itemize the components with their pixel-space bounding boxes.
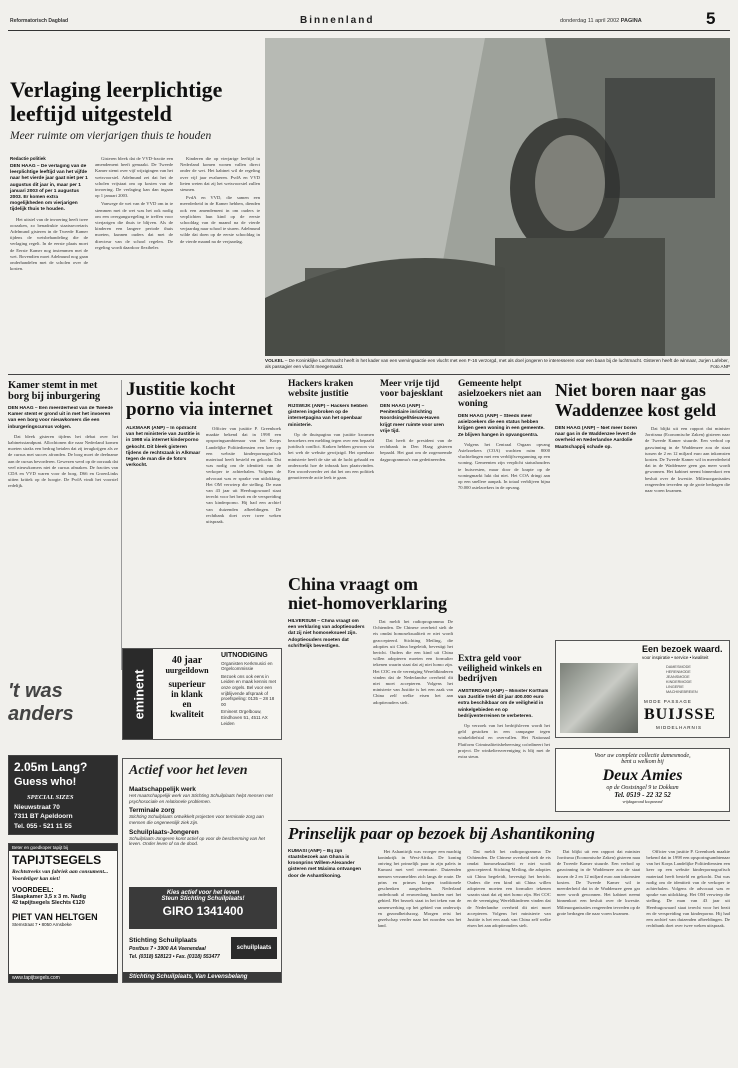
buijsse-item: MACHINEBREIEN — [666, 690, 698, 694]
uitnodiging-address: Eminent Orgelbouw, Eindhoven 51, 4511 AX Leiden — [221, 709, 268, 726]
buijsse-item: DAMESMODE — [666, 665, 691, 669]
eminent-years: 40 jaar — [171, 655, 203, 666]
hackers-headline: Hackers kraken website justitie — [288, 379, 354, 399]
tapijt-voordeel: VOORDEEL: — [12, 887, 54, 894]
tapijt-claim: Rechtstreeks van fabriek aan consument... Voordeliger kan niet! — [12, 869, 109, 882]
deuxamies-name: Deux Amies — [602, 767, 683, 784]
cockpit-illustration — [265, 38, 730, 356]
article-hackers — [288, 380, 374, 530]
tapijt-offer2: 42 tapijtsegels Slechts €120 — [12, 900, 85, 906]
wadden-lead: DEN HAAG (ANP) – Niet meer boren naar gas in de Waddenzee levert de overheid en Nederlandse Aardolie Maatschappij schade op. — [555, 426, 638, 450]
lead-body-4: Kinderen die op vierjarige leeftijd in Nederland komen wonen vallen direct onder de wet. Het kabinet wil de regeling over vijf jaar evalueren. PvdA en VVD lieten weten dat zij het wetsvoorstel zullen steunen. — [180, 156, 260, 193]
china-col-2: Dat meldt het radioprogramma De Ochtenden. De Chinese overheid stelt de eis omdat homoseksualiteit er niet wordt geaccepteerd. Stichting Meiling, die adopties uit China begeleidt, bevestigt het bericht. Ouders die een kind uit China willen adopteren moeten een formulier tekenen waarin staat dat zij niet homo zijn. Het COC en de vereniging Wereldkinderen vinden dat de Nederlandse overheid dit niet moet accepteren. Volgens het ministerie van Justitie is het een zaak van China zelf welke eisen het aan adoptieouders stelt. — [373, 619, 453, 705]
tapijt-address: Stemstraat 7 • 8050 Arnsbeke — [12, 922, 72, 927]
uitnodiging-body: Bezoek ons ook eens in Leiden en maak kennis met onze orgels. Bel voor een vrijblijvende afspraak of proefspeling: 0135 – 28 18 00 — [221, 673, 277, 707]
eminent-sidebar — [123, 649, 153, 739]
actief-footer: Stichting Schuilplaats, Van Levensbelang — [123, 972, 281, 982]
actief-giro-box — [129, 887, 277, 929]
gemeente-body: Volgens het Centraal Orgaan opvang Asielzoekers (COA) wachten ruim 8000 vluchtelingen met een verblijfsvergunning op een woning. Gemeenten zijn verplicht statushouders te huisvesten, maar door de krapte op de woningmarkt lukt dat niet. Het COA dringt aan op een snellere aanpak. In totaal verblijven bijna 70.000 asielzoekers in de opvang. — [458, 441, 550, 491]
wadden-col-2: Dat blijkt uit een rapport dat minister Jorritsma (Economische Zaken) gisteren naar de Tweede Kamer stuurde. Een verbod op gaswinning in de Waddenzee zou de staat tussen de 2 en 12 miljard euro aan inkomsten kosten. De Tweede Kamer wil in meerderheid dat in de Waddenzee geen gas meer wordt gewonnen. Het kabinet neemt binnenkort een besluit over de kwestie. Milieuorganisaties reageerden tevreden op de grote bedragen die naar voren kwamen. — [645, 426, 730, 494]
lead-headline-line2: leeftijd uitgesteld — [10, 101, 172, 126]
lead-headline — [10, 78, 270, 126]
ashanti-headline: Prinselijk paar op bezoek bij Ashantikoning — [288, 824, 595, 843]
photo-caption — [265, 358, 730, 370]
actief-headline: Actief voor het leven — [129, 763, 248, 778]
ad-tapijt — [8, 843, 118, 983]
veiligheid-headline: Extra geld voor veiligheid winkels en bedrijven — [458, 654, 542, 684]
lead-column-2 — [95, 156, 173, 356]
bajes-headline: Meer vrije tijd voor bajesklant — [380, 379, 443, 399]
bajes-lead: DEN HAAG (ANP) – Penitentiaire inrichting Noordsingel/Nieuw-Haven krijgt meer ruimte voor uren vrije tijd. — [380, 403, 444, 434]
gemeente-lead: DEN HAAG (ANP) – Steeds meer asielzoekers die een status hebben krijgen geen woning in een gemeente. Ze blijven hangen in opvangcentra. — [458, 413, 545, 438]
actief-sections — [129, 787, 277, 847]
eminent-line3: in klank — [171, 689, 203, 699]
china-col-1 — [288, 619, 368, 799]
buijsse-item: HERENMODE — [666, 670, 691, 674]
ad-buijsse — [555, 640, 730, 738]
article-veiligheid — [458, 655, 550, 825]
wadden-headline: Niet boren naar gas Waddenzee kost geld — [555, 380, 717, 420]
gemeente-headline: Gemeente helpt asielzoekers niet aan woning — [458, 379, 542, 409]
article-gemeente — [458, 380, 550, 620]
actief-org: Stichting Schuilplaats — [129, 937, 197, 944]
deuxamies-line2: bent u welkom bij — [621, 759, 664, 765]
page-number: 5 — [706, 9, 716, 28]
eminent-brand: eminent — [131, 669, 147, 720]
ashanti-col-2: Het Ashantirijk was vroeger een machtig koninkrijk in West-Afrika. De koning ontving het prinselijk paar in zijn paleis in Kumasi met veel ceremonie. Duizenden mensen verzamelden zich langs de route. De prins en prinses kregen traditionele geschenken aangeboden. Nederland onderhoudt al eeuwenlang banden met het gebied. Het bezoek staat in het teken van de samenwerking op het gebied van onderwijs en gezondheidszorg. Morgen reist het gezelschap verder naar het noorden van het land. — [377, 848, 462, 929]
lead-body-2: Gisteren bleek dat de VVD-fractie een amendement heeft gemaakt. De Tweede Kamer stemt over vijf wijzigingen van het wetsvoorstel. Adelmund zei dat het de scholen vrijstaat om op kosten van de invoering. De verlaging kan dan ingaan op 1 januari 2003. — [95, 156, 173, 199]
veiligheid-lead: AMSTERDAM (ANP) – Minister Korthals van Justitie trekt dit jaar 400.000 euro extra beschikbaar om de veiligheid in winkelgebieden en op bedrijventerreinen te verbeteren. — [458, 688, 549, 719]
actief-tel: Tel. (0318) 528123 • Fax. (0318) 553477 — [129, 954, 220, 960]
deuxamies-address: op de Oostsingel 9 te Dokkum — [606, 785, 679, 791]
specialsizes-street: Nieuwstraat 70 — [14, 804, 60, 811]
ashanti-col-3: Dat meldt het radioprogramma De Ochtenden. De Chinese overheid stelt de eis omdat homoseksualiteit er niet wordt geaccepteerd. Stichting Meiling, die adopties uit China begeleidt, bevestigt het bericht. Ouders die een kind uit China willen adopteren moeten een formulier tekenen waarin staat dat zij niet homo zijn. Het COC en de vereniging Wereldkinderen vinden dat de Nederlandse overheid dit niet moet accepteren. Volgens het ministerie van Justitie is het een zaak van China zelf welke eisen het aan adoptieouders stelt. — [467, 848, 551, 929]
actief-giro-label2: Steun Stichting Schuilplaats! — [161, 896, 245, 902]
ashanti-rule — [288, 820, 730, 821]
deuxamies-foot: vrijdagavond koopavond — [622, 799, 663, 804]
buijsse-place: MIDDELHARNIS — [656, 725, 703, 730]
article-justitie — [126, 380, 281, 650]
buijsse-photo — [560, 663, 638, 733]
kamer-body: Dat bleek gisteren tijdens het debat over het kabinetsstandpunt. Allochtonen die naar Nederland komen moeten straks een bedrag betalen dat zij terugkrijgen als ze de cursus met succes afronden. De borg moet de deelname aan de cursus bevorderen. Gewezen werd op de oorzaak dat veel nieuwkomers niet de cursus afmaken. De fracties van CDA en VVD waren voor de borg. D66 en GroenLinks uitten kritiek op de hoogte. De PvdA vindt het voorstel redelijk. — [8, 433, 118, 489]
china-lead: HILVERSUM – China vraagt om een verklaring van adoptieouders dat zij niet homoseksueel zijn. Adoptieouders moeten dat schriftelijk bevestigen. — [288, 619, 365, 649]
actief-s2: Terminale zorg — [129, 807, 175, 815]
lead-body-3: Vanwege de wet van de VVD om in te stemmen met de wet was het ook nodig om een overgangsregeling te treffen voor vierjarigen die thuis te blijven. Als de kinderen een langere periode thuis moeten, kunnen ouders dat met de directeur van de school regelen. De regeling wordt daardoor flexibeler. — [95, 201, 173, 250]
specialsizes-city: 7311 BT Apeldoorn — [14, 813, 73, 820]
eminent-line5: kwaliteit — [170, 709, 204, 719]
article-ashanti — [288, 825, 730, 1060]
lead-column-3 — [180, 156, 260, 356]
ad-schuilplaats — [122, 758, 282, 983]
tapijt-top: Beter en goedkoper tapijt bij — [9, 844, 117, 851]
lead-body-5: PvdA en VVD, die samen een meerderheid in de Kamer hebben, dienden ook een amendement in om ouders te verplichten hun kind op de eerste schooldag van de maand na de vierde verjaardag naar school te sturen. Adelmund wilde dat doen op de eerste schooldag in de vierde maand na de verjaardag. — [180, 195, 260, 244]
tapijt-brand: TAPIJTSEGELS — [12, 853, 102, 867]
eminent-line4: en — [182, 699, 192, 709]
article-china — [288, 575, 453, 815]
eminent-body — [157, 655, 217, 719]
photo-credit: Foto ANP — [710, 364, 730, 369]
eminent-line1: uurgeildown — [165, 666, 209, 675]
paper-name: Reformatorisch Dagblad — [10, 18, 69, 24]
buijsse-headline: Een bezoek waard. — [642, 644, 723, 654]
specialsizes-line1: 2.05m Lang? — [14, 760, 88, 774]
uitnodiging — [221, 653, 279, 726]
hackers-body: Op de thuispagina van justitie kwamen bezoekers een melding tegen over een bepaald juridisch conflict. Kraken hebben gewoon via het web de website gewijzigd. Het openbaar ministerie heeft de site uit de lucht gehaald en onderzoekt hoe de inbraak kon plaatsvinden. Een woordvoerder zei dat het om een politiek gemotiveerde actie leek te gaan. — [288, 431, 374, 481]
article-bajes — [380, 380, 452, 530]
ashanti-col-5: Officier van justitie P. Greenhoek maakte bekend dat in 1998 een opsporingsambtenaar van het Korps Landelijke Politiediensten een keer op een website kinderpornografisch materiaal heeft besteld en gekocht. Dat was nodig om de identiteit van de verkoper te achterhalen. Volgens de advocaat was er sprake van uitlokking. Het OM verwierp die stelling. De man van 43 jaar uit Heerhugowaard staat terecht voor het bezit en de verspreiding van kinderporno. Hij had een archief van duizenden afbeeldingen. De rechtbank doet over twee weken uitspraak. — [646, 848, 730, 929]
uitnodiging-title: UITNODIGING — [221, 652, 268, 659]
actief-giro: GIRO 1341400 — [162, 904, 244, 918]
photo-caption-text: – De Koninklijke Luchtmacht heeft in het kader van een wervingsactie een vlucht met een F-16 verzorgd, met als doel jongeren te interesseren voor een baan bij de luchtmacht. Gisteren heeft de winnaar, Jurjen Lafeber, als passagier een vlucht meegemaakt. — [265, 358, 729, 369]
photo-caption-tag: VOLKEL — [265, 358, 284, 363]
article-kamer — [8, 380, 118, 660]
lead-byline: Redactie politiek — [10, 156, 46, 161]
ad-eminent — [122, 648, 282, 740]
buijsse-items — [666, 665, 698, 695]
ad-deuxamies — [555, 748, 730, 812]
header-rule — [8, 30, 730, 31]
column-divider — [121, 380, 122, 670]
buijsse-tagline: MODE PASSAGE — [644, 699, 692, 704]
actief-s1b: Het maatschappelijk werk van Stichting Schuilplaats helpt mensen met psychosociale en relationele problemen. — [129, 792, 273, 804]
veiligheid-body: Op verzoek van het bedrijfsleven wordt het geld gestoken in een campagne tegen winkeldiefstal en overvallen. Het Nationaal Platform Criminaliteitsbeheersing coördineert het project. De winkeliersvereniging is blij met de extra steun. — [458, 722, 550, 759]
deuxamies-line1: Voor uw complete collectie damesmode, — [594, 753, 691, 759]
specialsizes-line2: Guess who! — [14, 776, 77, 788]
buijsse-item: JEANSMODE — [666, 675, 690, 679]
buijsse-name: BUIJSSE — [644, 706, 716, 723]
specialsizes-brand: SPECIAL SIZES — [27, 794, 74, 801]
ad-specialsizes — [8, 755, 118, 835]
ashanti-col-1 — [288, 849, 372, 1039]
tapijt-offer1: Slaapkamer 3,5 x 3 m. Nadig — [12, 894, 86, 900]
kamer-lead: DEN HAAG – Een meerderheid van de Tweede Kamer stemt er grond uit in met het invoeren van een borg voor nieuwkomers die een inburgeringscursus volgen. — [8, 406, 113, 430]
date: donderdag 11 april 2002 — [560, 18, 620, 24]
lead-intro: DEN HAAG – De verlaging van de leerplichtige leeftijd van het vijfde naar het vierde jaar gaat niet per 1 augustus dit jaar in, maar per 1 januari 2003 of per 1 augustus 2003. Er komen extra mogelijkheden om vierjarigen tijdelijk thuis te houden. — [10, 164, 88, 213]
china-headline: China vraagt om niet-homoverklaring — [288, 574, 447, 613]
tapijt-name: PIET VAN HELTGEN — [12, 912, 98, 922]
section-rule — [8, 374, 730, 375]
uitnodiging-sub: Organisten Kerkmusici en Orgelcommissie — [221, 660, 273, 672]
buijsse-sub: voor inspiratie • service • kwaliteit — [642, 655, 709, 660]
actief-s3: Schuilplaats-Jongeren — [129, 828, 199, 836]
kamer-headline: Kamer stemt in met borg bij inburgering — [8, 380, 101, 403]
justitie-lead: ALKMAAR (ANP) – In opdracht van het ministerie van Justitie is in 1998 via internet kinderporno gekocht. Dit bleek gisteren tijdens de rechtszaak in Alkmaar tegen de man die de foto's verkocht. — [126, 426, 201, 469]
lead-body-1: Het uitstel van de invoering heeft twee oorzaken, zo benadrukte staatssecretaris Adelmund gisteren in de Tweede Kamer tijdens de wetsbehandeling die de verlaging regelt. In de eerste plaats moet de Eerste Kamer nog instemmen met de wet. Bovendien moet Adelmund nog gaan onderhandelen met de scholen over de kosten. — [10, 216, 88, 272]
schuilplaats-logo: schuilplaats — [231, 937, 277, 959]
eminent-line2: superieur — [168, 679, 206, 689]
wadden-col-1 — [555, 426, 640, 606]
date-label — [560, 18, 642, 24]
page-label: PAGINA — [620, 18, 642, 24]
justitie-headline: Justitie kocht porno via internet — [126, 379, 273, 420]
actief-s2b: Stichting Schuilplaats ontwikkelt projecten voor terminale zorg aan mensen die ongeneeslijk ziek zijn. — [129, 814, 264, 825]
tapijt-web: www.tapijtsegels.com — [9, 974, 117, 982]
actief-s3b: Schuilplaats-Jongeren komt actief op voor de bescherming van het leven. Onder leven of na de dood. — [129, 835, 265, 847]
bajes-body: Dat heeft de president van de rechtbank in Den Haag gisteren bepaald. Het gaat om de zogenoemde dagprogramma's van gedetineerden. — [380, 437, 452, 462]
ad-anders — [8, 680, 118, 725]
ashanti-col-4: Dat blijkt uit een rapport dat minister Jorritsma (Economische Zaken) gisteren naar de Tweede Kamer stuurde. Een verbod op gaswinning in de Waddenzee zou de staat tussen de 2 en 12 miljard euro aan inkomsten kosten. De Tweede Kamer wil in meerderheid dat in de Waddenzee geen gas meer wordt gewonnen. Het kabinet neemt binnenkort een besluit over de kwestie. Milieuorganisaties reageerden tevreden op de grote bedragen die naar voren kwamen. — [556, 848, 641, 916]
buijsse-item: KINDERMODE — [666, 680, 692, 684]
article-wadden — [555, 380, 730, 630]
f16-photo — [265, 38, 730, 356]
hackers-lead: RIJSWIJK (ANP) – Hackers hebben gisteren ingebroken op de internetpagina van het openbaar ministerie. — [288, 403, 368, 428]
justitie-col-2: Officier van justitie P. Greenhoek maakte bekend dat in 1998 een opsporingsambtenaar van het Korps Landelijke Politiediensten een keer op een website kinderpornografisch materiaal heeft besteld en gekocht. Dat was nodig om de identiteit van de verkoper te achterhalen. Volgens de advocaat was er sprake van uitlokking. Het OM verwierp die stelling. De man van 43 jaar uit Heerhugowaard staat terecht voor het bezit en de verspreiding van kinderporno. Hij had een archief van duizenden afbeeldingen. De rechtbank doet over twee weken uitspraak. — [206, 426, 281, 525]
deuxamies-tel: Tel. 0519 - 22 32 52 — [614, 791, 671, 799]
actief-giro-label: Kies actief voor het leven — [166, 890, 240, 896]
ashanti-lead: KUMASI (ANP) – Bij zijn staatsbezoek aan Ghana is kroonprins Willem-Alexander gisteren met Máxima ontvangen door de Ashantikoning. — [288, 848, 362, 879]
anders-text: 't was anders — [8, 680, 74, 725]
specialsizes-tel: Tel. 055 - 521 11 55 — [14, 823, 72, 830]
lead-column-1 — [10, 156, 88, 356]
actief-postbus: Postbus 7 • 3900 AA Veenendaal — [129, 946, 206, 952]
section-title: Binnenland — [300, 15, 375, 26]
actief-s1: Maatschappelijk werk — [129, 786, 196, 793]
lead-subhead: Meer ruimte om vierjarigen thuis te houden — [10, 130, 212, 142]
lead-headline-line1: Verlaging leerplichtige — [10, 77, 223, 102]
buijsse-item: LINGERIE — [666, 685, 684, 689]
justitie-col-1 — [126, 426, 201, 646]
